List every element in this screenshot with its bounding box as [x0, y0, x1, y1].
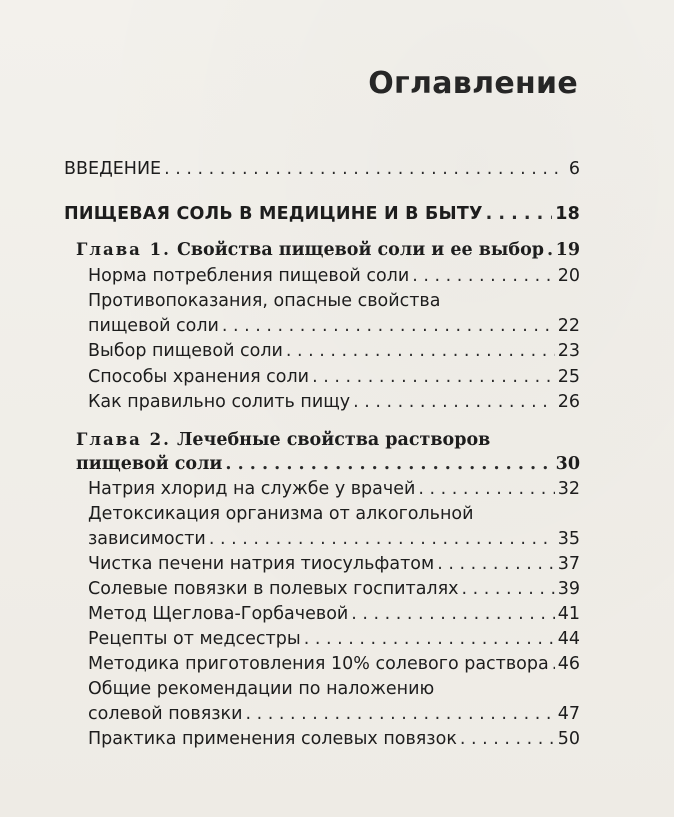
toc-entry-label: пищевой соли: [88, 316, 219, 336]
toc-entry-chapter-1[interactable]: [76, 238, 580, 262]
toc-page-number: 19: [555, 240, 580, 260]
toc-entry-label: Натрия хлорид на службе у врачей: [88, 479, 416, 499]
toc-page-number: 39: [557, 579, 580, 599]
toc-entry-label-line1: Детоксикация организма от алкогольной: [88, 504, 474, 524]
toc-entry-section[interactable]: [88, 627, 580, 651]
toc-leader-dots: [351, 602, 554, 626]
toc-leader-dots: [286, 339, 555, 363]
toc-leader-dots: [312, 365, 555, 389]
toc-entry-section[interactable]: [88, 702, 580, 726]
toc-leader-dots: [486, 202, 553, 226]
toc-page-number: 37: [557, 554, 580, 574]
toc-page-number: 18: [555, 204, 580, 224]
toc-entry-label: Солевые повязки в полевых госпиталях: [88, 579, 459, 599]
toc-page-number: 25: [557, 367, 580, 387]
toc-entry-section[interactable]: [88, 477, 580, 501]
toc-leader-dots: [225, 452, 552, 476]
toc-entry-label: ПИЩЕВАЯ СОЛЬ В МЕДИЦИНЕ И В БЫТУ: [64, 204, 483, 224]
toc-entry-chapter-2-line1[interactable]: [76, 428, 490, 452]
toc-page-number: 32: [557, 479, 580, 499]
toc-page-number: 50: [557, 729, 580, 749]
toc-page-number: 46: [557, 654, 580, 674]
toc-entry-section[interactable]: [88, 264, 580, 288]
toc-entry-label: Как правильно солить пищу: [88, 392, 351, 412]
toc-leader-dots: [437, 552, 555, 576]
chapter-prefix: Глава 2.: [76, 430, 171, 449]
toc-entry-intro[interactable]: [64, 157, 580, 181]
chapter-prefix: Глава 1.: [76, 240, 171, 259]
toc-leader-dots: [353, 390, 555, 414]
toc-entry-label-line1: Общие рекомендации по наложению: [88, 679, 435, 699]
toc-leader-dots: [222, 314, 555, 338]
toc-page-number: 35: [557, 529, 580, 549]
toc-leader-dots: [552, 652, 555, 676]
toc-entry-section[interactable]: [88, 390, 580, 414]
toc-page-number: 30: [555, 454, 580, 474]
toc-entry-label: Выбор пищевой соли: [88, 341, 283, 361]
toc-entry-label: Методика приготовления 10% солевого раствора: [88, 654, 549, 674]
toc-entry-label: солевой повязки: [88, 704, 243, 724]
toc-entry-label-line1: Противопоказания, опасные свойства: [88, 291, 441, 311]
toc-entry-part[interactable]: [64, 202, 580, 226]
toc-entry-section[interactable]: [88, 727, 580, 751]
toc-entry-label: Метод Щеглова-Горбачевой: [88, 604, 349, 624]
toc-page-number: 44: [557, 629, 580, 649]
toc-leader-dots: [462, 577, 555, 601]
toc-entry-section[interactable]: [88, 577, 580, 601]
toc-entry-section[interactable]: [88, 527, 580, 551]
toc-leader-dots: [209, 527, 555, 551]
toc-entry-label: Свойства пищевой соли и ее выбор: [176, 240, 544, 260]
toc-entry-label: ВВЕДЕНИЕ: [64, 159, 162, 179]
toc-leader-dots: [547, 238, 553, 262]
toc-leader-dots: [245, 702, 554, 726]
toc-page-number: 6: [568, 159, 580, 179]
toc-entry-section[interactable]: [88, 314, 580, 338]
page-title: Оглавление: [368, 66, 578, 101]
toc-entry-section[interactable]: [88, 365, 580, 389]
toc-entry-label: Рецепты от медсестры: [88, 629, 301, 649]
toc-leader-dots: [164, 157, 566, 181]
toc-entry-label: Способы хранения соли: [88, 367, 310, 387]
toc-entry-section[interactable]: [88, 339, 580, 363]
toc-page-number: 26: [557, 392, 580, 412]
toc-entry-label-line1: Лечебные свойства растворов: [176, 430, 491, 450]
toc-leader-dots: [304, 627, 555, 651]
toc-entry-chapter-2[interactable]: [76, 452, 580, 476]
toc-page-number: 23: [557, 341, 580, 361]
toc-page-number: 22: [557, 316, 580, 336]
toc-entry-section[interactable]: [88, 552, 580, 576]
toc-entry-label: зависимости: [88, 529, 206, 549]
toc-entry-section[interactable]: [88, 602, 580, 626]
toc-leader-dots: [418, 477, 554, 501]
toc-leader-dots: [460, 727, 555, 751]
toc-entry-label: пищевой соли: [76, 454, 223, 474]
toc-leader-dots: [412, 264, 554, 288]
toc-entry-section[interactable]: [88, 652, 580, 676]
toc-entry-label: Чистка печени натрия тиосульфатом: [88, 554, 435, 574]
toc-page-number: 47: [557, 704, 580, 724]
toc-page-number: 41: [557, 604, 580, 624]
toc-entry-label: Норма потребления пищевой соли: [88, 266, 410, 286]
toc-page-number: 20: [557, 266, 580, 286]
toc-entry-label: Практика применения солевых повязок: [88, 729, 457, 749]
